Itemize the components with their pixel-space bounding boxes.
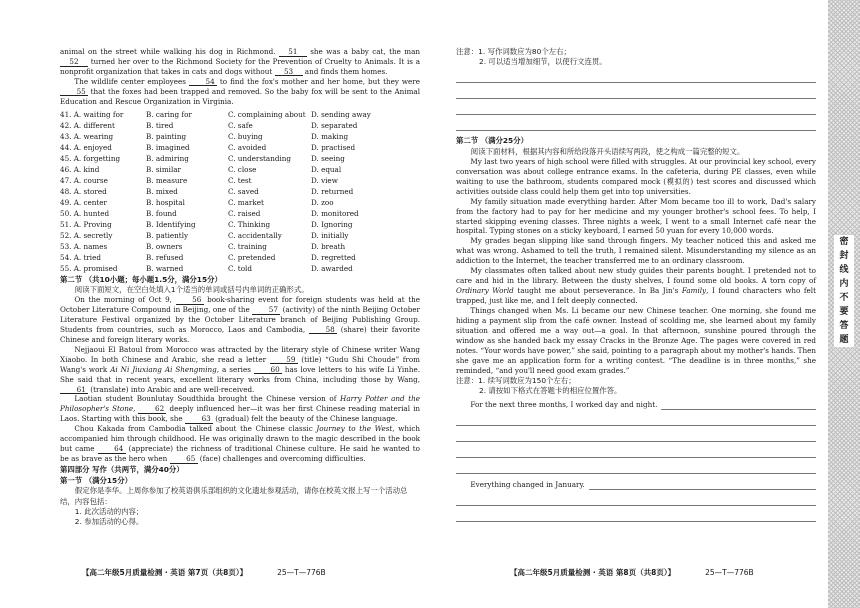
text: , which accompanied him through childhood. He was originally drawn to the magic described in the book but came xyxy=(60,424,420,454)
seal-char: 不 xyxy=(839,293,849,303)
option-choice: C. avoided xyxy=(228,142,267,152)
option-choice: B. found xyxy=(146,208,177,218)
blank-54: 54 xyxy=(189,78,217,87)
writing-line xyxy=(456,83,816,99)
blank-65: 65 xyxy=(170,455,198,464)
blank-62: 62 xyxy=(138,405,166,414)
text: , I found characters who felt trapped, just like me, and I felt deeply connected. xyxy=(456,286,816,305)
option-choice: C. close xyxy=(228,164,257,174)
option-choice: D. awarded xyxy=(311,263,353,273)
blank-59: 59 xyxy=(270,356,298,365)
seal-char: 题 xyxy=(839,335,849,345)
option-choice: 51. A. Proving xyxy=(60,219,112,229)
answer-line xyxy=(589,480,816,490)
option-row xyxy=(60,230,420,241)
option-choice: C. training xyxy=(228,241,267,251)
text: animal on the street while walking his dog in Richmond. xyxy=(60,47,279,56)
writing-prompt: 假定你是李华。上周你参加了校英语俱乐部组织的文化遗址参观活动，请你在校英文报上写一个活动总结，内容包括： xyxy=(60,486,408,506)
option-choice: D. regretted xyxy=(311,252,356,262)
option-choice: B. tired xyxy=(146,120,174,130)
option-choice: 54. A. tried xyxy=(60,252,101,262)
option-choice: B. painting xyxy=(146,131,187,141)
story-paragraph-1: My last two years of high school were filled with struggles. At our provincial key school, every conversation was about college entrance exams. In the cafeteria, during PE classes, even while waiting to use the bathroom, students compared mock (模拟的) test scores and discussed which activities outside class could help them get into top universities. xyxy=(456,156,816,196)
blank-52: 52 xyxy=(60,58,88,67)
footer-title: 【高二年级5月质量检测 · 英语 第7页（共8页）】 xyxy=(82,568,248,577)
option-row xyxy=(60,219,420,230)
text: and finds them homes. xyxy=(302,66,388,76)
option-choice: C. raised xyxy=(228,208,261,218)
story-paragraph-2: My family situation made everything harder. After Mom became too ill to work, Dad's salary from the factory had to pay for her medicine and my younger brother's school fees. To help, I started skipping evening classes. Three nights a week, I went to a small Internet café near the hospital. Typing stones on a sticky keyboard, I earned 50 yuan for every 10,000 words. xyxy=(456,196,816,236)
option-choice: D. practised xyxy=(311,142,356,152)
footer-title: 【高二年级5月质量检测 · 英语 第8页（共8页）】 xyxy=(510,568,676,577)
option-row xyxy=(60,131,420,142)
story-paragraph-5: Things changed when Ms. Li became our new Chinese teacher. One morning, she found me hiding a payment slip from the café owner. Instead of scolding me, she learned about my family situation and offered me a way out—a goal. In that afternoon, sunshine poured through the window as she handed back my essay Cracks in the Bronze Age. The pages were covered in red notes. “Your words have power,” she said, pointing to a paragraph about my mother's hands. Then she gave me an application form for a writing contest. “The deadline is in three months,” she reminded, “and you'll need good exam grades.” xyxy=(456,305,816,375)
text: taught me about perseverance. In Ba Jin's xyxy=(513,286,682,296)
writing-note-2: 2. 可以适当增加细节，以使行文连贯。 xyxy=(479,57,607,67)
book-title: Ordinary World xyxy=(456,286,514,296)
grammar-paragraph-3 xyxy=(60,394,420,424)
option-choice: C. Thinking xyxy=(228,219,271,229)
text: Laotian student Bounlutay Soudthida brought the Chinese version of xyxy=(74,394,341,404)
option-choice: D. seeing xyxy=(311,153,345,163)
option-choice: D. monitored xyxy=(311,208,359,218)
grammar-paragraph-4 xyxy=(60,424,420,464)
text: , a series xyxy=(216,364,254,374)
paragraph-start-1-row xyxy=(456,400,816,410)
option-choice: B. caring for xyxy=(146,109,192,119)
option-row xyxy=(60,252,420,263)
text: deeply influenced her—it was her first Chinese reading material in Laos. Starting with this book, she xyxy=(60,404,421,424)
option-choice: B. mixed xyxy=(146,186,178,196)
footer-code: 25—T—776B xyxy=(277,568,326,577)
option-choice: 42. A. different xyxy=(60,120,115,130)
option-choice: B. patiently xyxy=(146,230,189,240)
writing-line xyxy=(456,442,816,458)
option-row xyxy=(60,208,420,219)
writing-line xyxy=(456,67,816,83)
option-choice: B. hospital xyxy=(146,197,185,207)
writing-point-1: 1. 此次活动的内容； xyxy=(74,506,144,516)
option-row xyxy=(60,175,420,186)
option-choice: 50. A. hunted xyxy=(60,208,110,218)
blank-60: 60 xyxy=(254,366,282,375)
option-choice: B. Identifying xyxy=(146,219,196,229)
blank-53: 53 xyxy=(275,68,303,77)
book-title: Ai Ni Jiuxiang Ai Shengming xyxy=(110,364,217,374)
text: , xyxy=(133,404,139,414)
text: has love letters to his wife Li Yinhe. She said that in recent years, excellent literary works from China, including those by Wang, xyxy=(60,364,420,384)
option-choice: C. understanding xyxy=(228,153,291,163)
cloze-options xyxy=(60,109,420,274)
text: (share) their favorite Chinese and foreign literary works. xyxy=(60,324,420,344)
seal-char: 答 xyxy=(839,321,849,331)
blank-58: 58 xyxy=(309,326,337,335)
writing-line xyxy=(456,458,816,474)
blank-56: 56 xyxy=(176,296,204,305)
option-choice: C. complaining about xyxy=(228,109,306,119)
part-4-title: 第四部分 写作（共两节，满分40分） xyxy=(60,465,184,474)
continuation-note-1: 注意：1. 续写词数应为150个左右； xyxy=(456,375,576,385)
option-row xyxy=(60,186,420,197)
option-choice: B. refused xyxy=(146,252,184,262)
text: to find the fox's mother and her home, but they were xyxy=(216,76,420,86)
option-row xyxy=(60,120,420,131)
writing-note-1: 注意：1. 写作词数应为80个左右； xyxy=(456,47,571,56)
option-choice: 41. A. waiting for xyxy=(60,109,124,119)
seal-line-notice xyxy=(834,235,854,347)
option-choice: D. initially xyxy=(311,230,349,240)
blank-61: 61 xyxy=(60,386,88,395)
cloze-paragraph-2 xyxy=(60,77,420,107)
text: (face) challenges and overcoming difficulties. xyxy=(197,454,366,464)
option-choice: B. owners xyxy=(146,241,183,251)
answer-line xyxy=(661,400,816,410)
option-choice: 48. A. stored xyxy=(60,186,107,196)
writing-line xyxy=(456,506,816,522)
cloze-paragraph-1 xyxy=(60,47,420,77)
option-choice: B. similar xyxy=(146,164,181,174)
option-choice: C. market xyxy=(228,197,264,207)
seal-char: 封 xyxy=(839,251,849,261)
paragraph-start-2: Everything changed in January. xyxy=(470,480,585,489)
part-4-section-1: 第一节 （满分15分） xyxy=(60,476,132,486)
option-choice: B. admiring xyxy=(146,153,189,163)
grammar-paragraph-1 xyxy=(60,295,420,345)
text: book-sharing event for foreign students was held at the October Literature Compound in Beijing, one of the xyxy=(60,295,420,314)
option-choice: B. warned xyxy=(146,263,184,273)
story-paragraph-3: My grades began slipping like sand through fingers. My teacher noticed this and asked me what was wrong. Ashamed to tell the truth, I remained silent. Misunderstanding my silence as an addiction to the Internet, the teacher transferred me to an ordinary classroom. xyxy=(456,236,816,266)
option-choice: D. making xyxy=(311,131,349,141)
option-choice: D. view xyxy=(311,175,338,185)
section-2-instructions: 阅读下面材料，根据其内容和所给段落开头语续写两段，使之构成一篇完整的短文。 xyxy=(470,146,745,156)
binding-margin-strip xyxy=(828,0,860,608)
option-choice: B. imagined xyxy=(146,142,190,152)
option-choice: D. Ignoring xyxy=(311,219,353,229)
writing-line xyxy=(456,115,816,131)
option-choice: 49. A. center xyxy=(60,197,107,207)
option-row xyxy=(60,197,420,208)
option-choice: 43. A. wearing xyxy=(60,131,114,141)
option-choice: D. breath xyxy=(311,241,346,251)
option-choice: D. returned xyxy=(311,186,354,196)
writing-line xyxy=(456,490,816,506)
option-row xyxy=(60,263,420,274)
text: (activity) of the ninth Beijing October Literature Festival organized by the October Literature branch of Beijing Publishing Group. Students from countries, such as Morocco, Laos and Cambodia, xyxy=(60,305,420,334)
option-row xyxy=(60,109,420,120)
option-choice: C. test xyxy=(228,175,252,185)
option-choice: B. measure xyxy=(146,175,188,185)
text: that the foxes had been trapped and removed. So the baby fox will be sent to the Animal Education and Rescue Organization in Virginia. xyxy=(60,86,420,106)
option-choice: D. sending away xyxy=(311,109,371,119)
option-choice: C. pretended xyxy=(228,252,276,262)
option-choice: 52. A. secretly xyxy=(60,230,113,240)
option-choice: C. buying xyxy=(228,131,263,141)
option-choice: 53. A. names xyxy=(60,241,108,251)
text: she was a baby cat, the man xyxy=(306,47,420,56)
text: (translate) into Arabic and are well-received. xyxy=(88,384,255,394)
blank-55: 55 xyxy=(60,88,88,97)
option-choice: 55. A. promised xyxy=(60,263,118,273)
blank-63: 63 xyxy=(185,415,213,424)
option-choice: 44. A. enjoyed xyxy=(60,142,112,152)
paragraph-start-1: For the next three months, I worked day and night. xyxy=(470,400,658,409)
seal-char: 要 xyxy=(839,307,849,317)
text: (appreciate) the richness of traditional Chinese culture. He said he wanted to be as brave as the hero when xyxy=(60,444,420,464)
option-choice: D. zoo xyxy=(311,197,334,207)
option-row xyxy=(60,241,420,252)
blank-51: 51 xyxy=(279,48,307,57)
grammar-paragraph-2 xyxy=(60,345,420,395)
option-choice: D. separated xyxy=(311,120,358,130)
option-choice: C. saved xyxy=(228,186,259,196)
story-paragraph-4 xyxy=(456,266,816,306)
text: On the morning of Oct 9, xyxy=(74,295,176,305)
seal-char: 密 xyxy=(839,237,849,247)
text: (gradual) felt the beauty of the Chinese language. xyxy=(212,414,398,424)
book-title: Journey to the West xyxy=(316,424,393,434)
text: Chou Kakada from Cambodia talked about the Chinese classic xyxy=(74,424,317,434)
option-row xyxy=(60,164,420,175)
text: The wildlife center employees xyxy=(74,76,189,86)
page-footer xyxy=(82,568,326,578)
text: (title) “Gudu Shi Choude” from Wang's work xyxy=(60,354,420,374)
writing-point-2: 2. 参加活动的心得。 xyxy=(74,517,144,527)
option-choice: D. equal xyxy=(311,164,342,174)
option-choice: 47. A. course xyxy=(60,175,108,185)
option-choice: 46. A. kind xyxy=(60,164,100,174)
book-title: Harry Potter and the Philosopher's Stone xyxy=(60,394,421,414)
writing-line xyxy=(456,410,816,426)
text: Nejjaoui El Batoul from Morocco was attracted by the literary style of Chinese writer Wang Xiaobo. In both Chinese and Arabic, she read a letter xyxy=(60,344,420,364)
option-row xyxy=(60,142,420,153)
page-7 xyxy=(0,0,428,608)
section-2-instructions: 阅读下面短文，在空白处填入1个适当的单词或括号内单词的正确形式。 xyxy=(74,284,309,294)
page-8 xyxy=(428,0,828,608)
blank-57: 57 xyxy=(252,306,280,315)
option-choice: C. accidentally xyxy=(228,230,282,240)
section-2-title: 第二节 （共10小题；每小题1.5分，满分15分） xyxy=(60,274,222,284)
writing-line xyxy=(456,426,816,442)
book-title: Family xyxy=(681,286,707,296)
seal-char: 线 xyxy=(839,265,849,275)
option-row xyxy=(60,153,420,164)
option-choice: C. safe xyxy=(228,120,253,130)
page-footer xyxy=(510,568,754,578)
blank-64: 64 xyxy=(98,445,126,454)
footer-code: 25—T—776B xyxy=(705,568,754,577)
writing-line xyxy=(456,99,816,115)
continuation-note-2: 2. 请按如下格式在答题卡的相应位置作答。 xyxy=(479,385,622,395)
option-choice: 45. A. forgetting xyxy=(60,153,121,163)
paragraph-start-2-row xyxy=(456,480,816,490)
seal-char: 内 xyxy=(839,279,849,289)
text: turned her over to the Richmond Society for the Prevention of Cruelty to Animals. It is a nonprofit organization that takes in cats and dogs without xyxy=(60,56,420,76)
option-choice: C. told xyxy=(228,263,252,273)
text: My classmates often talked about new study guides their parents bought. I pretended not to care and hid in the library. Between the dusty shelves, I found some old books. A torn copy of xyxy=(456,266,816,286)
section-2-title: 第二节 （满分25分） xyxy=(456,136,528,146)
